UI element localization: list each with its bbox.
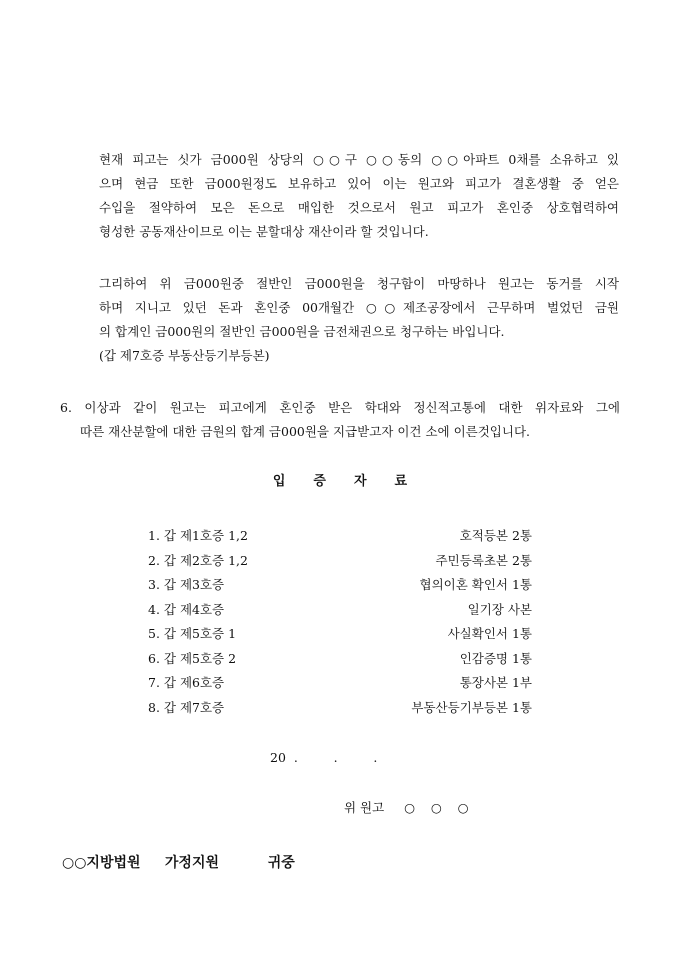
evidence-item <box>148 549 532 574</box>
evidence-desc: 협의이혼 확인서 1통 <box>419 577 532 592</box>
text-line: 그리하여 위 금000원중 절반인 금000원을 청구함이 마땅하나 원고는 동거를 시작 <box>99 276 619 291</box>
evidence-ref: 7. 갑 제6호증 <box>148 675 225 690</box>
evidence-desc: 주민등록초본 2통 <box>435 552 532 568</box>
evidence-ref: 8. 갑 제7호증 <box>148 699 225 715</box>
text-line: 6. 이상과 같이 원고는 피고에게 혼인중 받은 학대와 정신적고통에 대한 위자료와 그에 <box>60 400 620 415</box>
plaintiff-signature-line: 위 원고 ○ ○ ○ <box>344 800 469 815</box>
evidence-desc: 인감증명 1통 <box>459 650 532 666</box>
evidence-desc: 통장사본 1부 <box>459 675 532 690</box>
text-line: 수입을 절약하여 모은 돈으로 매입한 것으로서 원고 피고가 혼인중 상호협력하여 <box>99 200 619 215</box>
text-line: 따른 재산분할에 대한 금원의 합계 금000원을 지급받고자 이건 소에 이른것입니다. <box>80 424 530 439</box>
text-line: (갑 제7호증 부동산등기부등본) <box>99 348 270 363</box>
evidence-ref: 2. 갑 제2호증 1,2 <box>148 552 248 568</box>
evidence-ref: 5. 갑 제5호증 1 <box>148 626 237 641</box>
section-heading-evidence: 입증자료 <box>272 474 436 489</box>
evidence-item <box>148 573 532 598</box>
evidence-desc: 부동산등기부등본 1통 <box>411 699 532 715</box>
text-line: 형성한 공동재산이므로 이는 분할대상 재산이라 할 것입니다. <box>99 224 429 239</box>
court-addressee: ○○지방법원 가정지원 귀중 <box>62 855 295 871</box>
date-line: 20 . . . <box>270 750 378 765</box>
evidence-ref: 4. 갑 제4호증 <box>148 601 225 617</box>
evidence-item <box>148 598 532 623</box>
paragraph-property-status <box>99 148 619 244</box>
evidence-item <box>148 622 532 647</box>
text-line: 으며 현금 또한 금000원정도 보유하고 있어 이는 원고와 피고가 결혼생활 중 얻은 <box>99 176 619 191</box>
text-line: 현재 피고는 싯가 금000원 상당의 ○○구 ○○동의 ○○아파트 0채를 소유하고 있 <box>99 152 619 167</box>
evidence-ref: 3. 갑 제3호증 <box>148 577 225 592</box>
text-line: 하며 지니고 있던 돈과 혼인중 00개월간 ○○제조공장에서 근무하며 벌었던 금원 <box>99 300 619 315</box>
evidence-desc: 사실확인서 1통 <box>447 626 532 641</box>
evidence-item <box>148 524 532 549</box>
paragraph-conclusion <box>60 396 620 444</box>
evidence-desc: 일기장 사본 <box>467 601 532 617</box>
evidence-item <box>148 671 532 696</box>
evidence-item <box>148 647 532 672</box>
evidence-ref: 6. 갑 제5호증 2 <box>148 650 237 666</box>
evidence-list <box>148 524 532 720</box>
evidence-desc: 호적등본 2통 <box>459 528 532 543</box>
evidence-item <box>148 696 532 721</box>
text-line: 의 합계인 금000원의 절반인 금000원을 금전채권으로 청구하는 바입니다. <box>99 324 505 339</box>
evidence-ref: 1. 갑 제1호증 1,2 <box>148 528 248 543</box>
paragraph-claim-amount <box>99 272 619 368</box>
